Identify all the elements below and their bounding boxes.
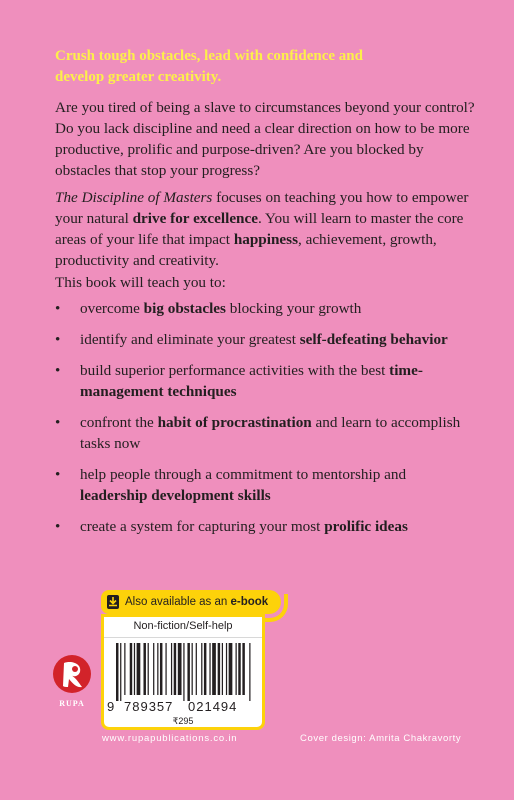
list-item: [55, 360, 465, 402]
headline: [55, 46, 475, 88]
list-item: [55, 298, 465, 319]
list-item-text: and learn to accomplish tasks now: [80, 414, 461, 452]
focus-text-1: focuses on teaching you how to empower your natural: [55, 189, 469, 227]
list-item-text: blocking your growth: [225, 300, 362, 317]
list-item-text: confront the: [80, 414, 158, 431]
focus-paragraph: [55, 187, 475, 271]
list-item: [55, 464, 465, 506]
download-icon: [107, 595, 119, 609]
publisher-website: www.rupapublications.co.in: [102, 733, 238, 744]
list-item-bold: big obstacles: [143, 300, 226, 317]
ebook-text-bold: e-book: [230, 596, 269, 608]
book-title: The Discipline of Masters: [55, 189, 213, 206]
list-item-bold: habit of procrastination: [157, 414, 312, 431]
ebook-badge-text: [125, 590, 268, 614]
ebook-badge: [101, 590, 281, 614]
focus-bold-1: drive for excellence: [132, 210, 258, 227]
focus-text-3: , achievement, growth, productivity and creativity.: [55, 231, 437, 269]
list-item-text: identify and eliminate your greatest: [80, 331, 300, 348]
barcode-digits-left: 789357: [124, 699, 174, 714]
focus-text-2: . You will learn to master the core areas of your life that impact: [55, 210, 464, 248]
barcode-digit-first: 9: [107, 699, 116, 714]
intro-paragraph: Are you tired of being a slave to circumstances beyond your control? Do you lack discipline and need a clear direction on how to be more productive, prolific and purpose-driven? Are you blocked by obstacles that stop your progress?: [55, 99, 475, 179]
rupa-logo-icon: [52, 654, 92, 694]
list-item-text: create a system for capturing your most: [80, 518, 325, 535]
barcode: [116, 643, 252, 701]
genre-label: Non-fiction/Self-help: [104, 617, 262, 638]
list-item: [55, 412, 465, 454]
list-item-text: build superior performance activities with the best: [80, 362, 390, 379]
list-item: [55, 516, 465, 537]
list-intro: This book will teach you to:: [55, 274, 226, 291]
list-item-text: help people through a commitment to mentorship and: [80, 466, 407, 483]
list-item-bold: time-management techniques: [80, 362, 423, 400]
list-item-text: overcome: [80, 300, 144, 317]
cover-credit: Cover design: Amrita Chakravorty: [300, 733, 462, 744]
publisher-logo-text: RUPA: [59, 699, 85, 708]
barcode-panel: [101, 614, 265, 730]
price: ₹295: [172, 716, 194, 726]
list-item-bold: self-defeating behavior: [299, 331, 448, 348]
benefit-list: [55, 298, 465, 547]
list-item-bold: leadership development skills: [80, 487, 271, 504]
list-item: [55, 329, 465, 350]
ebook-text-plain: Also available as an: [125, 596, 231, 608]
headline-line-2: develop greater creativity.: [55, 69, 222, 85]
focus-bold-2: happiness: [233, 231, 298, 248]
list-item-bold: prolific ideas: [324, 518, 408, 535]
headline-line-1: Crush tough obstacles, lead with confidence and: [55, 48, 363, 64]
barcode-digits-right: 021494: [188, 699, 238, 714]
